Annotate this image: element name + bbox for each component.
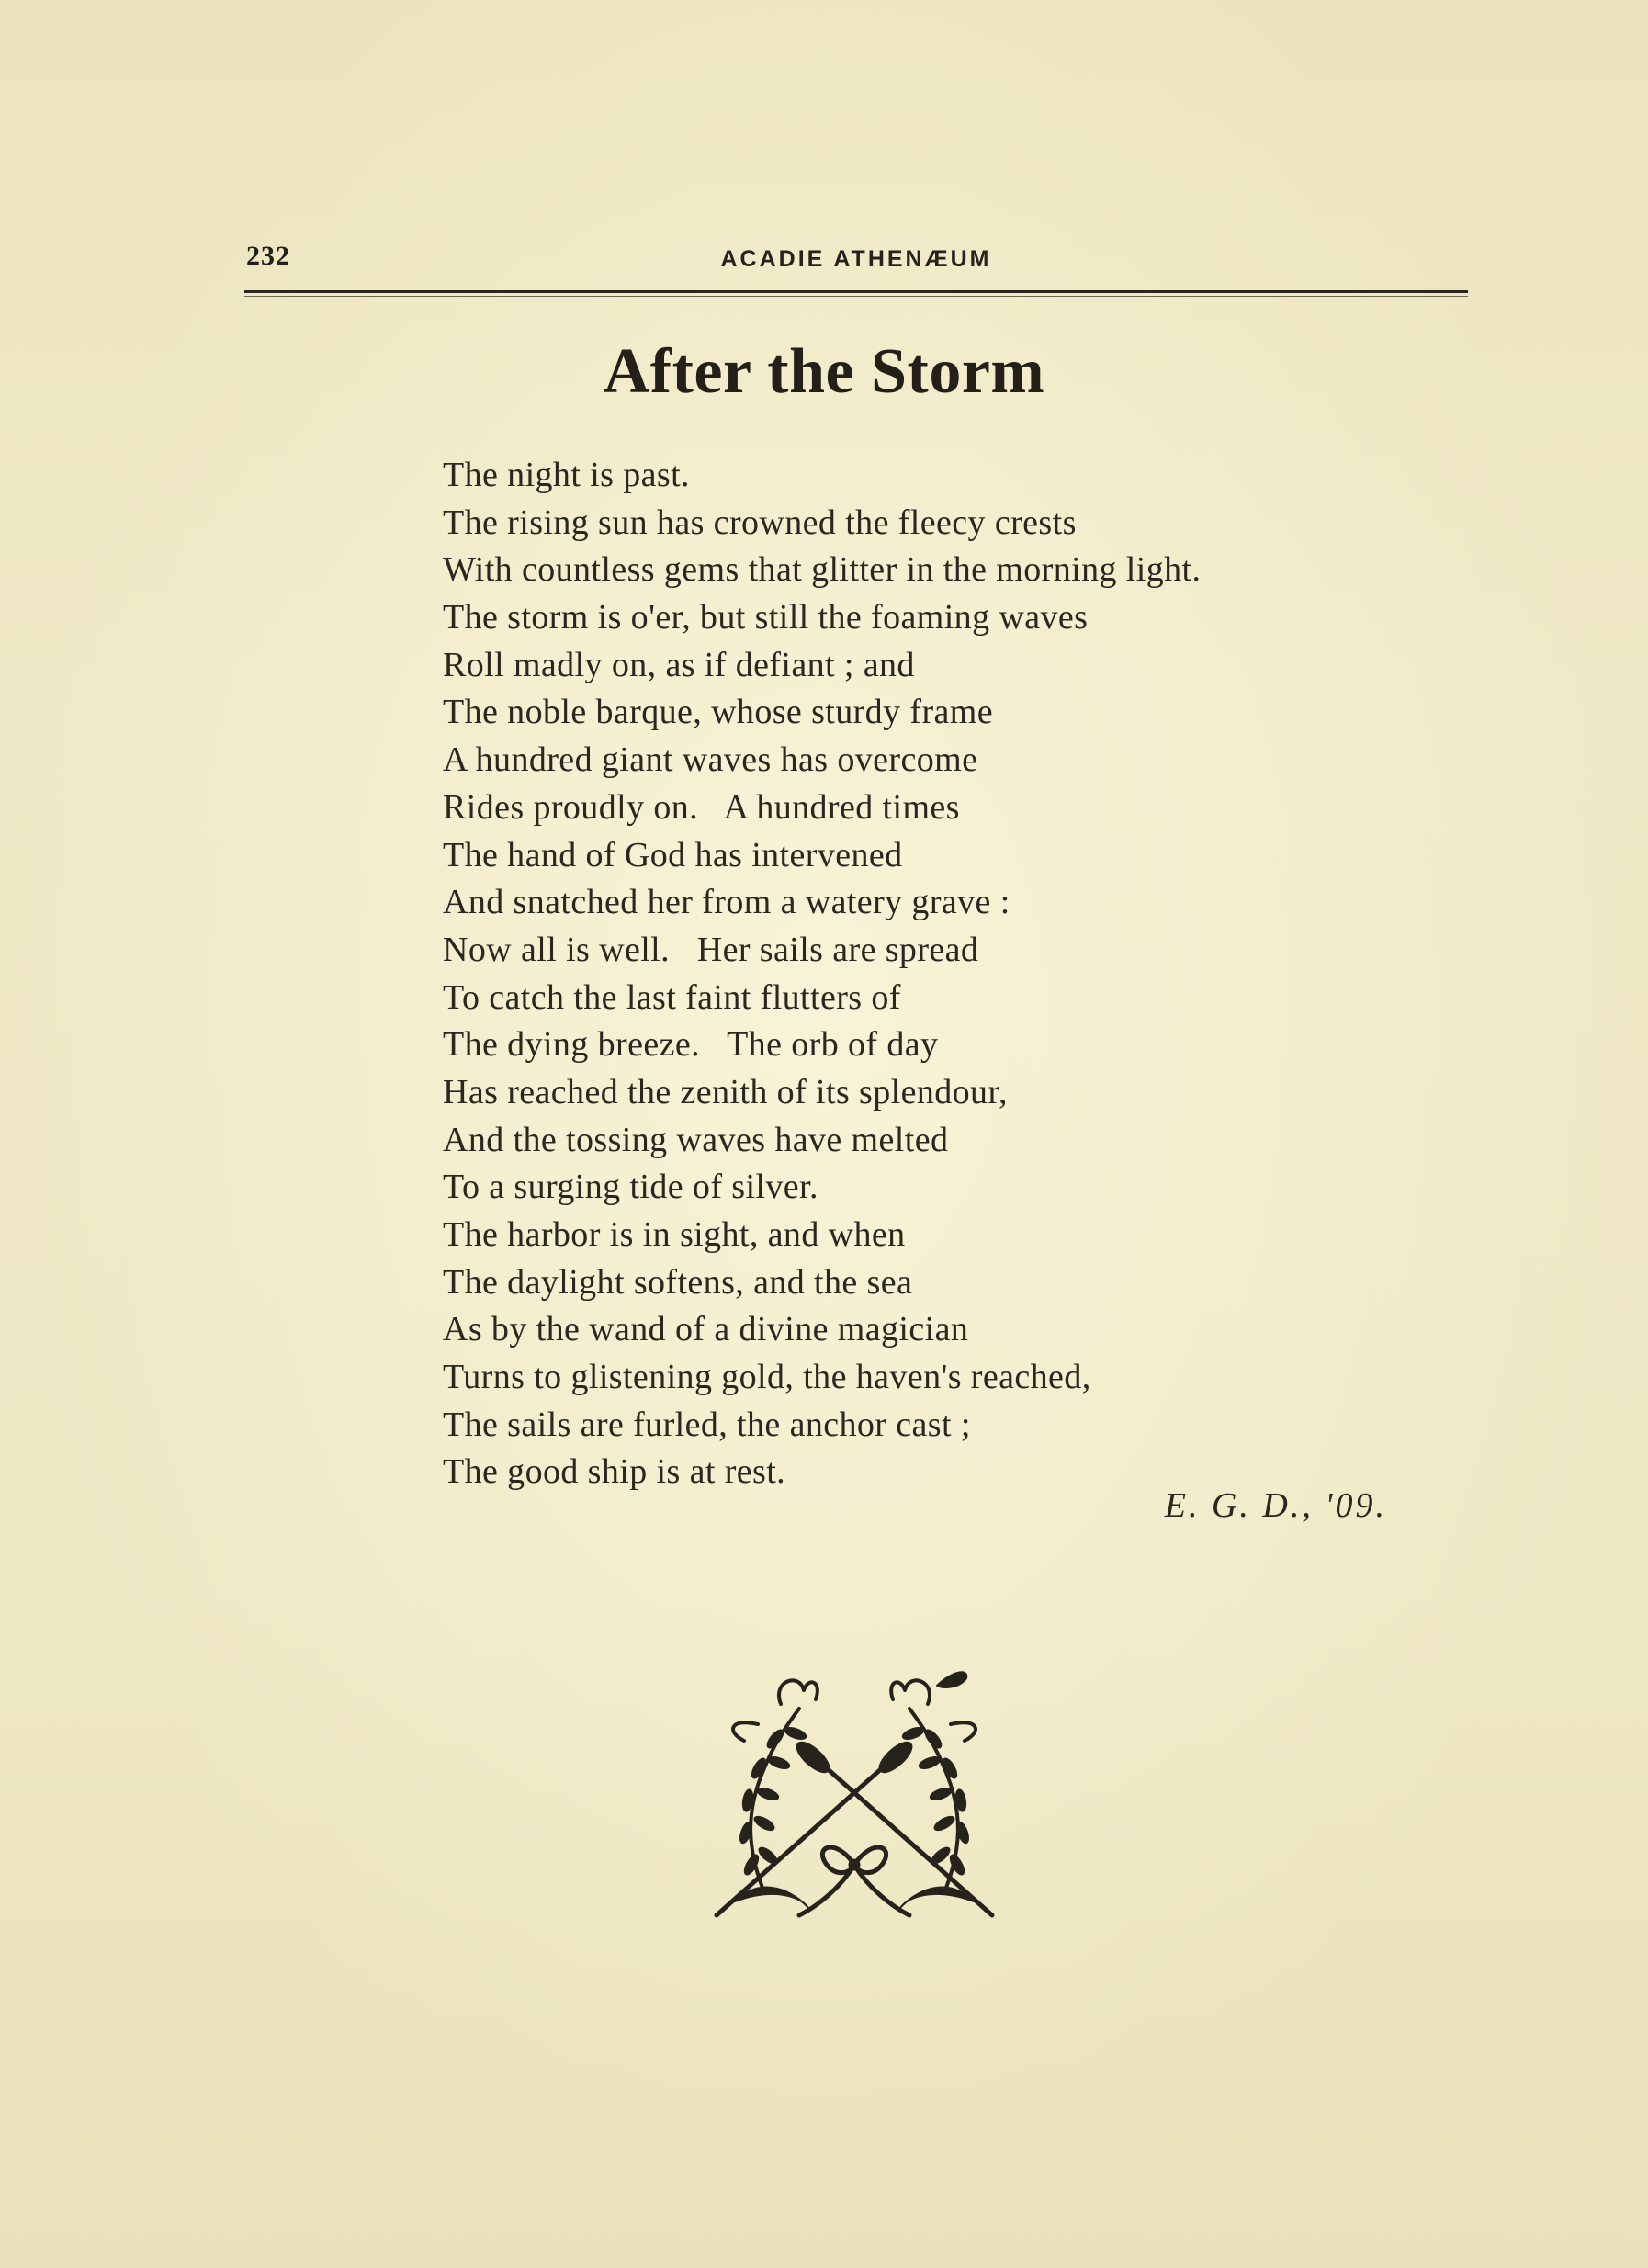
author-signature: E. G. D., '09. <box>1164 1486 1387 1525</box>
header-rule-thin <box>244 296 1468 297</box>
page-number: 232 <box>246 241 290 271</box>
poem-line: The sails are furled, the anchor cast ; <box>443 1405 971 1444</box>
poem-line: The noble barque, whose sturdy frame <box>443 693 993 732</box>
poem-body <box>443 452 1481 1496</box>
poem-line: The dying breeze. The orb of day <box>443 1025 939 1065</box>
poem-line: With countless gems that glitter in the morning light. <box>443 550 1202 590</box>
running-head <box>246 241 1466 281</box>
poem-line: The daylight softens, and the sea <box>443 1262 913 1302</box>
poem-line: Rides proudly on. A hundred times <box>443 787 960 827</box>
header-rule <box>244 290 1468 293</box>
poem-line: Has reached the zenith of its splendour, <box>443 1072 1008 1111</box>
poem-line: The night is past. <box>443 456 690 494</box>
poem-line: And the tossing waves have melted <box>443 1120 949 1159</box>
poem-line: The storm is o'er, but still the foaming waves <box>443 598 1089 638</box>
poem-line: The harbor is in sight, and when <box>443 1215 906 1254</box>
poem-line: Turns to glistening gold, the haven's reached, <box>443 1358 1091 1397</box>
poem-line: A hundred giant waves has overcome <box>443 740 978 780</box>
poem-title: After the Storm <box>603 336 1045 407</box>
poem-line: The hand of God has intervened <box>443 835 903 874</box>
journal-name: ACADIE ATHENÆUM <box>720 246 992 272</box>
poem-line: Now all is well. Her sails are spread <box>443 930 979 969</box>
poem-line: And snatched her from a watery grave : <box>443 883 1010 922</box>
wreath-crossed-oars-ornament-icon <box>707 1667 1001 1924</box>
poem-line: The rising sun has crowned the fleecy crests <box>443 502 1077 542</box>
poem-line: To catch the last faint flutters of <box>443 977 901 1017</box>
poem-line: Roll madly on, as if defiant ; and <box>443 645 915 684</box>
poem-line: The good ship is at rest. <box>443 1452 786 1492</box>
poem-line: As by the wand of a divine magician <box>443 1310 969 1349</box>
poem-line: To a surging tide of silver. <box>443 1168 818 1207</box>
